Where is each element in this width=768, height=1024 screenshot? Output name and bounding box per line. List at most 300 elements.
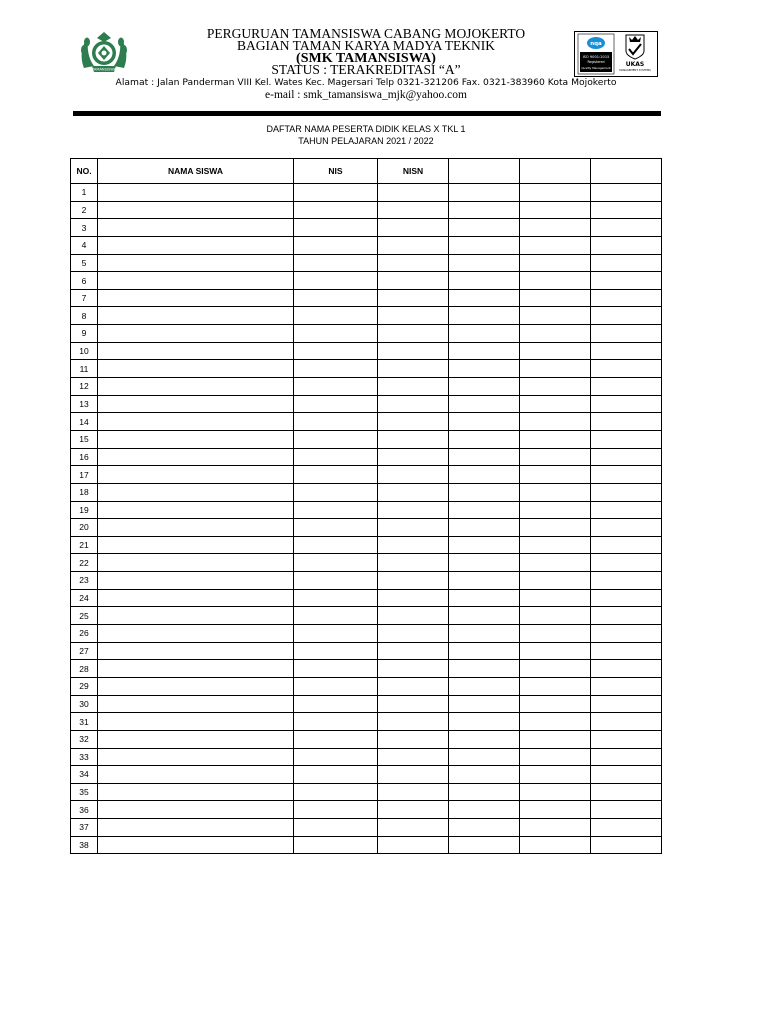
nis-cell[interactable] xyxy=(294,766,378,784)
row-number: 5 xyxy=(71,254,98,272)
blank-cell-3[interactable] xyxy=(591,819,662,837)
table-row xyxy=(71,236,662,254)
nis-cell[interactable] xyxy=(294,413,378,431)
nama-siswa-cell[interactable] xyxy=(98,430,294,448)
table-row xyxy=(71,360,662,378)
row-number: 21 xyxy=(71,536,98,554)
blank-cell-3[interactable] xyxy=(591,430,662,448)
svg-text:TAMANSISWA: TAMANSISWA xyxy=(91,67,117,72)
nisn-cell[interactable] xyxy=(378,819,449,837)
blank-cell-3[interactable] xyxy=(591,483,662,501)
blank-cell-3[interactable] xyxy=(591,766,662,784)
school-email: e-mail : smk_tamansiswa_mjk@yahoo.com xyxy=(265,89,467,101)
blank-cell-3[interactable] xyxy=(591,836,662,854)
blank-cell-1[interactable] xyxy=(449,713,520,731)
nis-cell[interactable] xyxy=(294,272,378,290)
blank-cell-1[interactable] xyxy=(449,695,520,713)
nama-siswa-cell[interactable] xyxy=(98,272,294,290)
nisn-cell[interactable] xyxy=(378,289,449,307)
nis-cell[interactable] xyxy=(294,607,378,625)
blank-cell-2[interactable] xyxy=(520,642,591,660)
blank-cell-1[interactable] xyxy=(449,783,520,801)
nisn-cell[interactable] xyxy=(378,360,449,378)
blank-cell-1[interactable] xyxy=(449,801,520,819)
row-number: 13 xyxy=(71,395,98,413)
nis-cell[interactable] xyxy=(294,395,378,413)
nisn-cell[interactable] xyxy=(378,307,449,325)
nis-cell[interactable] xyxy=(294,254,378,272)
row-number: 10 xyxy=(71,342,98,360)
blank-cell-1[interactable] xyxy=(449,201,520,219)
blank-cell-2[interactable] xyxy=(520,695,591,713)
blank-cell-1[interactable] xyxy=(449,660,520,678)
nama-siswa-cell[interactable] xyxy=(98,748,294,766)
blank-cell-2[interactable] xyxy=(520,342,591,360)
blank-cell-1[interactable] xyxy=(449,819,520,837)
document-title: DAFTAR NAMA PESERTA DIDIK KELAS X TKL 1 xyxy=(266,124,466,134)
certification-logos xyxy=(574,31,658,77)
nis-cell[interactable] xyxy=(294,713,378,731)
nis-cell[interactable] xyxy=(294,184,378,202)
row-number: 3 xyxy=(71,219,98,237)
blank-cell-1[interactable] xyxy=(449,430,520,448)
nama-siswa-cell[interactable] xyxy=(98,766,294,784)
col-header-blank-3 xyxy=(591,159,662,184)
nisn-cell[interactable] xyxy=(378,254,449,272)
blank-cell-3[interactable] xyxy=(591,307,662,325)
nisn-cell[interactable] xyxy=(378,660,449,678)
nisn-cell[interactable] xyxy=(378,554,449,572)
nama-siswa-cell[interactable] xyxy=(98,783,294,801)
row-number: 24 xyxy=(71,589,98,607)
table-row xyxy=(71,325,662,343)
table-row xyxy=(71,254,662,272)
nis-cell[interactable] xyxy=(294,642,378,660)
nis-cell[interactable] xyxy=(294,660,378,678)
table-row xyxy=(71,572,662,590)
blank-cell-1[interactable] xyxy=(449,325,520,343)
nis-cell[interactable] xyxy=(294,819,378,837)
nisn-cell[interactable] xyxy=(378,236,449,254)
blank-cell-1[interactable] xyxy=(449,554,520,572)
blank-cell-2[interactable] xyxy=(520,395,591,413)
nama-siswa-cell[interactable] xyxy=(98,201,294,219)
nama-siswa-cell[interactable] xyxy=(98,677,294,695)
nama-siswa-cell[interactable] xyxy=(98,307,294,325)
blank-cell-1[interactable] xyxy=(449,395,520,413)
row-number: 33 xyxy=(71,748,98,766)
row-number: 22 xyxy=(71,554,98,572)
blank-cell-3[interactable] xyxy=(591,201,662,219)
nisn-cell[interactable] xyxy=(378,713,449,731)
row-number: 20 xyxy=(71,519,98,537)
nisn-cell[interactable] xyxy=(378,730,449,748)
nis-cell[interactable] xyxy=(294,519,378,537)
row-number: 23 xyxy=(71,572,98,590)
blank-cell-2[interactable] xyxy=(520,307,591,325)
nis-cell[interactable] xyxy=(294,342,378,360)
blank-cell-3[interactable] xyxy=(591,695,662,713)
nisn-cell[interactable] xyxy=(378,801,449,819)
nis-cell[interactable] xyxy=(294,536,378,554)
blank-cell-3[interactable] xyxy=(591,325,662,343)
nama-siswa-cell[interactable] xyxy=(98,695,294,713)
blank-cell-3[interactable] xyxy=(591,254,662,272)
blank-cell-1[interactable] xyxy=(449,589,520,607)
blank-cell-3[interactable] xyxy=(591,713,662,731)
blank-cell-2[interactable] xyxy=(520,360,591,378)
blank-cell-1[interactable] xyxy=(449,307,520,325)
table-row xyxy=(71,660,662,678)
blank-cell-2[interactable] xyxy=(520,466,591,484)
nama-siswa-cell[interactable] xyxy=(98,730,294,748)
blank-cell-3[interactable] xyxy=(591,501,662,519)
nis-cell[interactable] xyxy=(294,219,378,237)
row-number: 28 xyxy=(71,660,98,678)
col-header-no: NO. xyxy=(71,159,98,184)
blank-cell-1[interactable] xyxy=(449,342,520,360)
blank-cell-3[interactable] xyxy=(591,801,662,819)
nis-cell[interactable] xyxy=(294,483,378,501)
blank-cell-1[interactable] xyxy=(449,413,520,431)
nisn-cell[interactable] xyxy=(378,272,449,290)
blank-cell-2[interactable] xyxy=(520,289,591,307)
blank-cell-3[interactable] xyxy=(591,289,662,307)
row-number: 17 xyxy=(71,466,98,484)
nama-siswa-cell[interactable] xyxy=(98,378,294,396)
nis-cell[interactable] xyxy=(294,448,378,466)
nama-siswa-cell[interactable] xyxy=(98,395,294,413)
nama-siswa-cell[interactable] xyxy=(98,642,294,660)
blank-cell-3[interactable] xyxy=(591,536,662,554)
nama-siswa-cell[interactable] xyxy=(98,289,294,307)
nisn-cell[interactable] xyxy=(378,201,449,219)
blank-cell-1[interactable] xyxy=(449,677,520,695)
nama-siswa-cell[interactable] xyxy=(98,254,294,272)
blank-cell-2[interactable] xyxy=(520,801,591,819)
table-row xyxy=(71,395,662,413)
nisn-cell[interactable] xyxy=(378,378,449,396)
nisn-cell[interactable] xyxy=(378,483,449,501)
nama-siswa-cell[interactable] xyxy=(98,501,294,519)
table-row xyxy=(71,307,662,325)
blank-cell-1[interactable] xyxy=(449,219,520,237)
row-number: 8 xyxy=(71,307,98,325)
nis-cell[interactable] xyxy=(294,430,378,448)
blank-cell-1[interactable] xyxy=(449,836,520,854)
nis-cell[interactable] xyxy=(294,325,378,343)
svg-text:nqa: nqa xyxy=(590,41,602,47)
nis-cell[interactable] xyxy=(294,466,378,484)
nisn-cell[interactable] xyxy=(378,448,449,466)
nama-siswa-cell[interactable] xyxy=(98,589,294,607)
nama-siswa-cell[interactable] xyxy=(98,466,294,484)
blank-cell-1[interactable] xyxy=(449,572,520,590)
row-number: 31 xyxy=(71,713,98,731)
blank-cell-2[interactable] xyxy=(520,219,591,237)
blank-cell-2[interactable] xyxy=(520,554,591,572)
blank-cell-3[interactable] xyxy=(591,748,662,766)
blank-cell-3[interactable] xyxy=(591,642,662,660)
table-row xyxy=(71,466,662,484)
blank-cell-2[interactable] xyxy=(520,236,591,254)
nisn-cell[interactable] xyxy=(378,695,449,713)
svg-text:Registered: Registered xyxy=(587,60,605,64)
nis-cell[interactable] xyxy=(294,360,378,378)
blank-cell-2[interactable] xyxy=(520,783,591,801)
nisn-cell[interactable] xyxy=(378,342,449,360)
blank-cell-1[interactable] xyxy=(449,607,520,625)
table-row xyxy=(71,272,662,290)
blank-cell-1[interactable] xyxy=(449,272,520,290)
nis-cell[interactable] xyxy=(294,307,378,325)
nama-siswa-cell[interactable] xyxy=(98,413,294,431)
blank-cell-2[interactable] xyxy=(520,501,591,519)
blank-cell-1[interactable] xyxy=(449,360,520,378)
nis-cell[interactable] xyxy=(294,201,378,219)
nisn-cell[interactable] xyxy=(378,184,449,202)
nis-cell[interactable] xyxy=(294,289,378,307)
blank-cell-3[interactable] xyxy=(591,660,662,678)
school-name: (SMK TAMANSISWA) xyxy=(296,51,436,66)
blank-cell-3[interactable] xyxy=(591,448,662,466)
blank-cell-2[interactable] xyxy=(520,766,591,784)
blank-cell-3[interactable] xyxy=(591,572,662,590)
table-row xyxy=(71,625,662,643)
table-row xyxy=(71,836,662,854)
nis-cell[interactable] xyxy=(294,501,378,519)
row-number: 11 xyxy=(71,360,98,378)
nama-siswa-cell[interactable] xyxy=(98,836,294,854)
blank-cell-2[interactable] xyxy=(520,572,591,590)
blank-cell-2[interactable] xyxy=(520,413,591,431)
nisn-cell[interactable] xyxy=(378,836,449,854)
row-number: 18 xyxy=(71,483,98,501)
nisn-cell[interactable] xyxy=(378,572,449,590)
row-number: 35 xyxy=(71,783,98,801)
nis-cell[interactable] xyxy=(294,730,378,748)
blank-cell-2[interactable] xyxy=(520,713,591,731)
nama-siswa-cell[interactable] xyxy=(98,625,294,643)
blank-cell-2[interactable] xyxy=(520,430,591,448)
blank-cell-3[interactable] xyxy=(591,184,662,202)
row-number: 27 xyxy=(71,642,98,660)
blank-cell-2[interactable] xyxy=(520,448,591,466)
blank-cell-1[interactable] xyxy=(449,501,520,519)
nis-cell[interactable] xyxy=(294,695,378,713)
blank-cell-3[interactable] xyxy=(591,272,662,290)
blank-cell-3[interactable] xyxy=(591,360,662,378)
blank-cell-3[interactable] xyxy=(591,395,662,413)
blank-cell-2[interactable] xyxy=(520,748,591,766)
nama-siswa-cell[interactable] xyxy=(98,448,294,466)
blank-cell-3[interactable] xyxy=(591,677,662,695)
blank-cell-2[interactable] xyxy=(520,589,591,607)
blank-cell-3[interactable] xyxy=(591,589,662,607)
blank-cell-1[interactable] xyxy=(449,184,520,202)
blank-cell-2[interactable] xyxy=(520,730,591,748)
nis-cell[interactable] xyxy=(294,236,378,254)
academic-year: TAHUN PELAJARAN 2021 / 2022 xyxy=(298,136,434,146)
nisn-cell[interactable] xyxy=(378,466,449,484)
table-row xyxy=(71,184,662,202)
col-header-blank-1 xyxy=(449,159,520,184)
nis-cell[interactable] xyxy=(294,572,378,590)
nisn-cell[interactable] xyxy=(378,677,449,695)
nama-siswa-cell[interactable] xyxy=(98,607,294,625)
table-row xyxy=(71,448,662,466)
nis-cell[interactable] xyxy=(294,554,378,572)
blank-cell-2[interactable] xyxy=(520,254,591,272)
nama-siswa-cell[interactable] xyxy=(98,360,294,378)
nisn-cell[interactable] xyxy=(378,607,449,625)
nisn-cell[interactable] xyxy=(378,536,449,554)
table-row xyxy=(71,201,662,219)
nis-cell[interactable] xyxy=(294,589,378,607)
table-row xyxy=(71,748,662,766)
blank-cell-3[interactable] xyxy=(591,219,662,237)
blank-cell-1[interactable] xyxy=(449,730,520,748)
blank-cell-3[interactable] xyxy=(591,730,662,748)
table-row xyxy=(71,430,662,448)
row-number: 1 xyxy=(71,184,98,202)
table-row xyxy=(71,536,662,554)
blank-cell-1[interactable] xyxy=(449,236,520,254)
nama-siswa-cell[interactable] xyxy=(98,536,294,554)
table-row xyxy=(71,819,662,837)
blank-cell-2[interactable] xyxy=(520,836,591,854)
blank-cell-2[interactable] xyxy=(520,519,591,537)
nisn-cell[interactable] xyxy=(378,625,449,643)
blank-cell-1[interactable] xyxy=(449,466,520,484)
col-header-blank-2 xyxy=(520,159,591,184)
nisn-cell[interactable] xyxy=(378,219,449,237)
nisn-cell[interactable] xyxy=(378,748,449,766)
blank-cell-1[interactable] xyxy=(449,519,520,537)
blank-cell-3[interactable] xyxy=(591,554,662,572)
nisn-cell[interactable] xyxy=(378,783,449,801)
nisn-cell[interactable] xyxy=(378,589,449,607)
nama-siswa-cell[interactable] xyxy=(98,572,294,590)
table-row xyxy=(71,289,662,307)
blank-cell-1[interactable] xyxy=(449,748,520,766)
blank-cell-2[interactable] xyxy=(520,536,591,554)
row-number: 29 xyxy=(71,677,98,695)
nis-cell[interactable] xyxy=(294,783,378,801)
accreditation-status: STATUS : TERAKREDITASI “A” xyxy=(271,62,461,77)
blank-cell-3[interactable] xyxy=(591,413,662,431)
nisn-cell[interactable] xyxy=(378,519,449,537)
row-number: 16 xyxy=(71,448,98,466)
nisn-cell[interactable] xyxy=(378,642,449,660)
nisn-cell[interactable] xyxy=(378,766,449,784)
nis-cell[interactable] xyxy=(294,748,378,766)
blank-cell-1[interactable] xyxy=(449,448,520,466)
svg-text:Quality Management: Quality Management xyxy=(581,66,611,70)
blank-cell-3[interactable] xyxy=(591,342,662,360)
blank-cell-1[interactable] xyxy=(449,378,520,396)
table-row xyxy=(71,589,662,607)
nis-cell[interactable] xyxy=(294,801,378,819)
row-number: 34 xyxy=(71,766,98,784)
table-row xyxy=(71,501,662,519)
blank-cell-3[interactable] xyxy=(591,466,662,484)
row-number: 26 xyxy=(71,625,98,643)
nama-siswa-cell[interactable] xyxy=(98,554,294,572)
table-row xyxy=(71,342,662,360)
blank-cell-3[interactable] xyxy=(591,783,662,801)
blank-cell-1[interactable] xyxy=(449,625,520,643)
nama-siswa-cell[interactable] xyxy=(98,819,294,837)
blank-cell-2[interactable] xyxy=(520,607,591,625)
row-number: 2 xyxy=(71,201,98,219)
blank-cell-1[interactable] xyxy=(449,536,520,554)
blank-cell-1[interactable] xyxy=(449,766,520,784)
nisn-cell[interactable] xyxy=(378,325,449,343)
header-divider xyxy=(73,111,661,116)
blank-cell-2[interactable] xyxy=(520,483,591,501)
blank-cell-2[interactable] xyxy=(520,378,591,396)
blank-cell-2[interactable] xyxy=(520,184,591,202)
blank-cell-3[interactable] xyxy=(591,236,662,254)
blank-cell-2[interactable] xyxy=(520,325,591,343)
table-row xyxy=(71,677,662,695)
col-header-nama-siswa: NAMA SISWA xyxy=(98,159,294,184)
blank-cell-3[interactable] xyxy=(591,378,662,396)
blank-cell-3[interactable] xyxy=(591,519,662,537)
nis-cell[interactable] xyxy=(294,625,378,643)
blank-cell-2[interactable] xyxy=(520,201,591,219)
blank-cell-2[interactable] xyxy=(520,660,591,678)
blank-cell-3[interactable] xyxy=(591,607,662,625)
blank-cell-1[interactable] xyxy=(449,289,520,307)
blank-cell-2[interactable] xyxy=(520,819,591,837)
blank-cell-1[interactable] xyxy=(449,642,520,660)
table-row xyxy=(71,695,662,713)
row-number: 6 xyxy=(71,272,98,290)
blank-cell-2[interactable] xyxy=(520,625,591,643)
nama-siswa-cell[interactable] xyxy=(98,519,294,537)
blank-cell-2[interactable] xyxy=(520,272,591,290)
nama-siswa-cell[interactable] xyxy=(98,236,294,254)
nisn-cell[interactable] xyxy=(378,430,449,448)
nama-siswa-cell[interactable] xyxy=(98,483,294,501)
blank-cell-2[interactable] xyxy=(520,677,591,695)
nama-siswa-cell[interactable] xyxy=(98,801,294,819)
nama-siswa-cell[interactable] xyxy=(98,713,294,731)
nisn-cell[interactable] xyxy=(378,501,449,519)
nis-cell[interactable] xyxy=(294,677,378,695)
row-number: 9 xyxy=(71,325,98,343)
nisn-cell[interactable] xyxy=(378,395,449,413)
table-row xyxy=(71,713,662,731)
nis-cell[interactable] xyxy=(294,378,378,396)
nama-siswa-cell[interactable] xyxy=(98,325,294,343)
blank-cell-1[interactable] xyxy=(449,483,520,501)
nama-siswa-cell[interactable] xyxy=(98,342,294,360)
nisn-cell[interactable] xyxy=(378,413,449,431)
nama-siswa-cell[interactable] xyxy=(98,660,294,678)
row-number: 15 xyxy=(71,430,98,448)
school-address: Alamat : Jalan Panderman VIII Kel. Wates Kec. Magersari Telp 0321-321206 Fax. 0321-383960 Kota Mojokerto xyxy=(115,77,617,88)
nis-cell[interactable] xyxy=(294,836,378,854)
col-header-nis: NIS xyxy=(294,159,378,184)
iso-badge-icon xyxy=(578,34,614,74)
nama-siswa-cell[interactable] xyxy=(98,219,294,237)
nama-siswa-cell[interactable] xyxy=(98,184,294,202)
blank-cell-1[interactable] xyxy=(449,254,520,272)
blank-cell-3[interactable] xyxy=(591,625,662,643)
